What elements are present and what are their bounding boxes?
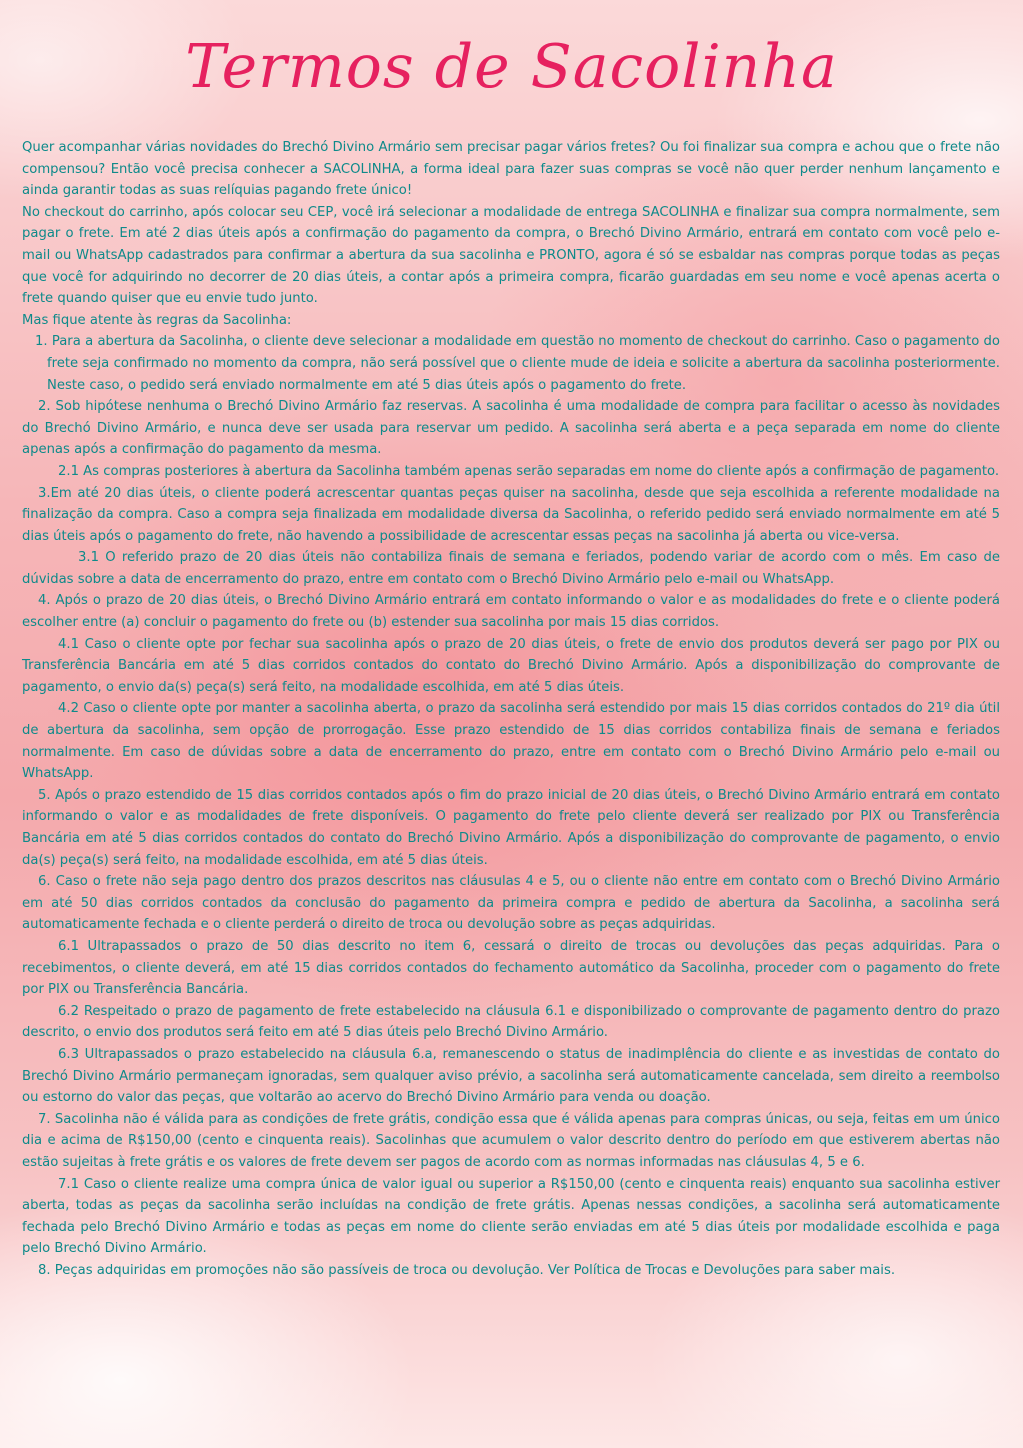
rule-4-1: 4.1 Caso o cliente opte por fechar sua sacolinha após o prazo de 20 dias úteis, o frete de envio dos produtos deverá ser pago por PIX ou Transferência Bancária em até 5 dias corridos contados do contato do Brechó Divino Armário. Após a disponibilização do comprovante de pagamento, o envio da(s) peça(s) será feito, na modalidade escolhida, em até 5 dias úteis. [22, 636, 1000, 695]
terms-body [22, 137, 1000, 1281]
rule-5: 5. Após o prazo estendido de 15 dias corridos contados após o fim do prazo inicial de 20 dias úteis, o Brechó Divino Armário entrará em contato informando o valor e as modalidades de frete disponíveis. O pagamento do frete pelo cliente deverá ser realizado por PIX ou Transferência Bancária em até 5 dias corridos contados do contato do Brechó Divino Armário. Após a disponibilização do comprovante de pagamento, o envio da(s) peça(s) será feito, na modalidade escolhida, em até 5 dias úteis. [22, 787, 1000, 868]
rule-6: 6. Caso o frete não seja pago dentro dos prazos descritos nas cláusulas 4 e 5, ou o cliente não entre em contato com o Brechó Divino Armário em até 50 dias corridos contados da conclusão do pagamento da primeira compra e pedido de abertura da Sacolinha, a sacolinha será automaticamente fechada e o cliente perderá o direito de troca ou devolução sobre as peças adquiridas. [22, 874, 1000, 933]
checkout-paragraph: No checkout do carrinho, após colocar seu CEP, você irá selecionar a modalidade de entrega SACOLINHA e finalizar sua compra normalmente, sem pagar o frete. Em até 2 dias úteis após a confirmação do pagamento da compra, o Brechó Divino Armário, entrará em contato com você pelo e-mail ou WhatsApp cadastrados para confirmar a abertura da sua sacolinha e PRONTO, agora é só se esbaldar nas compras porque todas as peças que você for adquirindo no decorrer de 20 dias úteis, a contar após a primeira compra, ficarão guardadas em seu nome e você apenas acerta o frete quando quiser que eu envie tudo junto. [22, 204, 1000, 307]
rule-7-1: 7.1 Caso o cliente realize uma compra única de valor igual ou superior a R$150,00 (cento e cinquenta reais) enquanto sua sacolinha estiver aberta, todas as peças da sacolinha serão incluídas na condição de frete grátis. Apenas nessas condições, a sacolinha será automaticamente fechada pelo Brechó Divino Armário e todas as peças em nome do cliente serão enviadas em até 5 dias úteis por modalidade escolhida e paga pelo Brechó Divino Armário. [22, 1176, 1000, 1257]
rule-6-2: 6.2 Respeitado o prazo de pagamento de frete estabelecido na cláusula 6.1 e disponibilizado o comprovante de pagamento dentro do prazo descrito, o envio dos produtos será feito em até 5 dias úteis pelo Brechó Divino Armário. [22, 1003, 1000, 1041]
rule-2-1: 2.1 As compras posteriores à abertura da Sacolinha também apenas serão separadas em nome do cliente após a confirmação de pagamento. [58, 463, 1000, 479]
rule-3-1: 3.1 O referido prazo de 20 dias úteis não contabiliza finais de semana e feriados, podendo variar de acordo com o mês. Em caso de dúvidas sobre a data de encerramento do prazo, entre em contato com o Brechó Divino Armário pelo e-mail ou WhatsApp. [22, 550, 1000, 587]
rules-heading: Mas fique atente às regras da Sacolinha: [22, 312, 292, 328]
rule-6-3: 6.3 Ultrapassados o prazo estabelecido na cláusula 6.a, remanescendo o status de inadimplência do cliente e as investidas de contato do Brechó Divino Armário permaneçam ignoradas, sem qualquer aviso prévio, a sacolinha será automaticamente cancelada, sem direito a reembolso ou estorno do valor das peças, que voltarão ao acervo do Brechó Divino Armário para venda ou doação. [22, 1046, 1000, 1106]
rule-4-2: 4.2 Caso o cliente opte por manter a sacolinha aberta, o prazo da sacolinha será estendido por mais 15 dias corridos contados do 21º dia útil de abertura da sacolinha, sem opção de prorrogação. Esse prazo estendido de 15 dias corridos contabiliza finais de semana e feriados normalmente. Em caso de dúvidas sobre a data de encerramento do prazo, entre em contato com o Brechó Divino Armário pelo e-mail ou WhatsApp. [22, 701, 1000, 782]
rule-1: 1. Para a abertura da Sacolinha, o cliente deve selecionar a modalidade em questão no momento de checkout do carrinho. Caso o pagamento do frete seja confirmado no momento da compra, não será possível que o cliente mude de ideia e solicite a abertura da sacolinha posteriormente. Neste caso, o pedido será enviado normalmente em até 5 dias úteis após o pagamento do frete. [35, 334, 1000, 393]
rule-4: 4. Após o prazo de 20 dias úteis, o Brechó Divino Armário entrará em contato informando o valor e as modalidades do frete e o cliente poderá escolher entre (a) concluir o pagamento do frete ou (b) estender sua sacolinha por mais 15 dias corridos. [22, 593, 1000, 631]
rule-3: 3.Em até 20 dias úteis, o cliente poderá acrescentar quantas peças quiser na sacolinha, desde que seja escolhida a referente modalidade na finalização da compra. Caso a compra seja finalizada em modalidade diversa da Sacolinha, o referido pedido será enviado normalmente em até 5 dias úteis após o pagamento do frete, não havendo a possibilidade de acrescentar essas peças na sacolinha já aberta ou vice-versa. [22, 485, 1000, 544]
rule-2: 2. Sob hipótese nenhuma o Brechó Divino Armário faz reservas. A sacolinha é uma modalidade de compra para facilitar o acesso às novidades do Brechó Divino Armário, e nunca deve ser usada para reservar um pedido. A sacolinha será aberta e a peça separada em nome do cliente apenas após a confirmação do pagamento da mesma. [22, 399, 1000, 458]
rule-8: 8. Peças adquiridas em promoções não são passíveis de troca ou devolução. Ver Política de Trocas e Devoluções para saber mais. [38, 1262, 896, 1278]
page-title: Termos de Sacolinha [185, 32, 838, 102]
rule-7: 7. Sacolinha não é válida para as condições de frete grátis, condição essa que é válida apenas para compras únicas, ou seja, feitas em um único dia e acima de R$150,00 (cento e cinquenta reais). Sacolinhas que acumulem o valor descrito dentro do período em que estiverem abertas não estão sujeitas à frete grátis e os valores de frete devem ser pagos de acordo com as normas informadas nas cláusulas 4, 5 e 6. [22, 1111, 1000, 1170]
intro-paragraph: Quer acompanhar várias novidades do Brechó Divino Armário sem precisar pagar vários fretes? Ou foi finalizar sua compra e achou que o frete não compensou? Então você precisa conhecer a SACOLINHA, a forma ideal para fazer suas compras se você não quer perder nenhum lançamento e ainda garantir todas as suas relíquias pagando frete único! [22, 140, 1000, 199]
rule-6-1: 6.1 Ultrapassados o prazo de 50 dias descrito no item 6, cessará o direito de trocas ou devoluções das peças adquiridas. Para o recebimentos, o cliente deverá, em até 15 dias corridos contados do fechamento automático da Sacolinha, proceder com o pagamento do frete por PIX ou Transferência Bancária. [22, 938, 1000, 998]
